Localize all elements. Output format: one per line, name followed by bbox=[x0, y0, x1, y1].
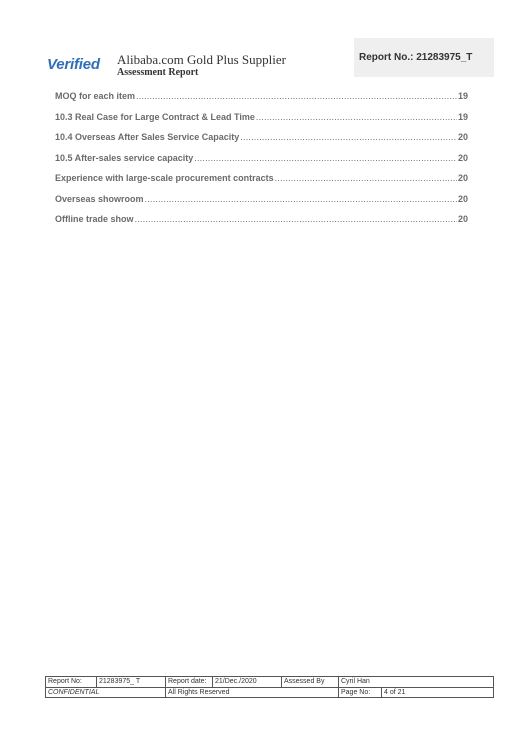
footer-assessed-by-label: Assessed By bbox=[282, 677, 339, 688]
toc-entry[interactable] bbox=[55, 112, 468, 133]
toc-entry[interactable] bbox=[55, 194, 468, 215]
footer-report-date-label: Report date: bbox=[166, 677, 213, 688]
toc-leader-dots bbox=[145, 194, 457, 204]
footer-page-no-label: Page No: bbox=[339, 687, 382, 698]
toc-entry-label: 10.4 Overseas After Sales Service Capacity bbox=[55, 132, 240, 142]
toc-entry-label: Overseas showroom bbox=[55, 193, 144, 204]
toc-leader-dots bbox=[135, 214, 457, 224]
verified-logo: Verified bbox=[47, 56, 100, 73]
footer-confidential: CONFIDENTIAL bbox=[46, 687, 166, 698]
table-of-contents bbox=[55, 91, 468, 235]
toc-leader-dots bbox=[275, 173, 457, 183]
company-title: Alibaba.com Gold Plus Supplier bbox=[117, 52, 286, 67]
footer-report-date-value: 21/Dec./2020 bbox=[213, 677, 282, 688]
toc-entry-page: 20 bbox=[457, 193, 468, 204]
toc-entry[interactable] bbox=[55, 153, 468, 174]
footer-report-no-label: Report No: bbox=[46, 677, 97, 688]
toc-entry-label: Offline trade show bbox=[55, 214, 134, 224]
report-number-box bbox=[354, 38, 494, 77]
footer-assessed-by-value: Cyril Han bbox=[339, 677, 494, 688]
toc-leader-dots bbox=[256, 112, 457, 122]
toc-leader-dots bbox=[240, 132, 457, 142]
toc-entry-label: MOQ for each item bbox=[55, 91, 136, 101]
toc-entry[interactable] bbox=[55, 214, 468, 235]
toc-entry-page: 19 bbox=[457, 111, 468, 122]
footer-report-no-value: 21283975_ T bbox=[97, 677, 166, 688]
toc-entry[interactable] bbox=[55, 91, 468, 112]
toc-entry-label: 10.5 After-sales service capacity bbox=[55, 152, 194, 163]
toc-leader-dots bbox=[136, 91, 457, 101]
toc-entry-page: 20 bbox=[457, 152, 468, 163]
toc-entry-label: Experience with large-scale procurement contracts bbox=[55, 173, 274, 183]
toc-entry-page: 20 bbox=[457, 173, 468, 183]
toc-entry[interactable] bbox=[55, 132, 468, 153]
toc-leader-dots bbox=[194, 153, 457, 163]
page-footer-table bbox=[45, 676, 494, 698]
toc-entry[interactable] bbox=[55, 173, 468, 194]
footer-page-value: 4 of 21 bbox=[382, 687, 494, 698]
report-subtitle: Assessment Report bbox=[117, 67, 199, 78]
toc-entry-page: 20 bbox=[457, 132, 468, 142]
report-number-text: Report No.: 21283975_T bbox=[359, 52, 473, 63]
toc-entry-page: 20 bbox=[457, 214, 468, 224]
footer-rights: All Rights Reserved bbox=[166, 687, 339, 698]
toc-entry-label: 10.3 Real Case for Large Contract & Lead Time bbox=[55, 111, 255, 122]
toc-entry-page: 19 bbox=[457, 91, 468, 101]
